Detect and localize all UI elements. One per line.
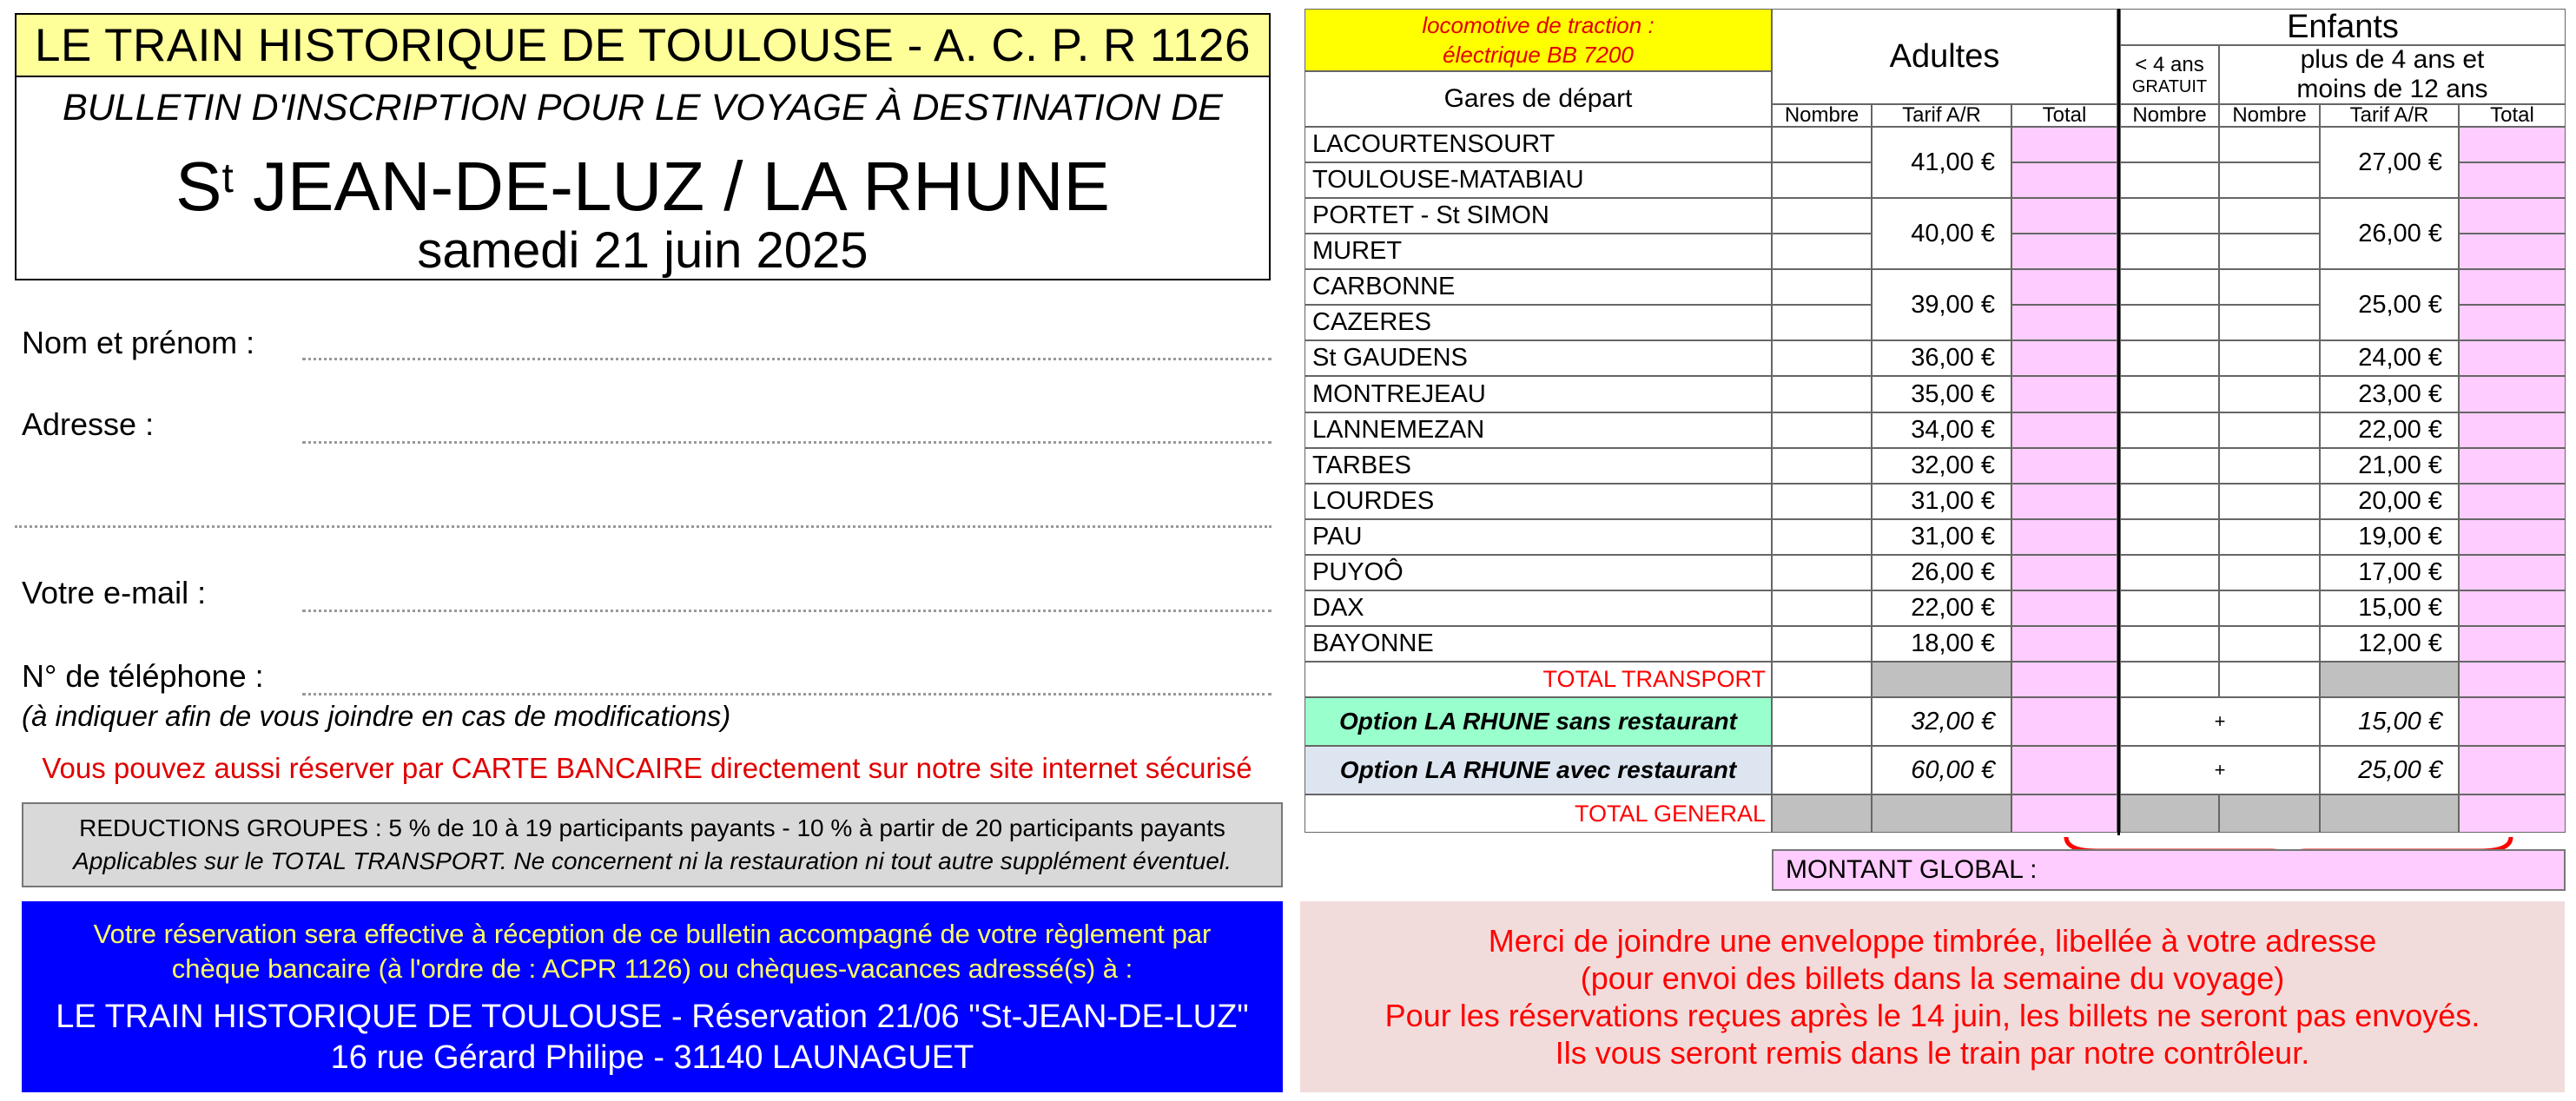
child-price: 25,00 € bbox=[2320, 269, 2459, 340]
total-general-child-nombre bbox=[2219, 794, 2320, 833]
total-general-adult-nombre bbox=[1772, 794, 1872, 833]
credit-card-note: Vous pouvez aussi réserver par CARTE BANCAIRE directement sur notre site internet sécurisé bbox=[42, 752, 1252, 784]
adultes-header: Adultes bbox=[1772, 9, 2117, 104]
address-field-line1[interactable] bbox=[302, 441, 1271, 444]
adult-nombre-input[interactable] bbox=[1772, 555, 1872, 590]
under4-line1: < 4 ans bbox=[2135, 52, 2204, 76]
reservation-address-line1: LE TRAIN HISTORIQUE DE TOULOUSE - Réservation 21/06 "St-JEAN-DE-LUZ" bbox=[56, 998, 1249, 1035]
child-price: 26,00 € bbox=[2320, 198, 2459, 269]
adult-nombre-input[interactable] bbox=[1772, 269, 1872, 305]
adult-tarif-header: Tarif A/R bbox=[1872, 104, 2011, 127]
child-nombre-input[interactable] bbox=[2219, 555, 2320, 590]
adult-total-cell[interactable] bbox=[2011, 162, 2117, 198]
option2-child-nombre[interactable]: + bbox=[2120, 746, 2320, 794]
option2-adult-nombre[interactable] bbox=[1772, 746, 1872, 794]
adult-total-cell[interactable] bbox=[2011, 484, 2117, 519]
over4-line1: plus de 4 ans et bbox=[2300, 45, 2485, 74]
child-tarif-header: Tarif A/R bbox=[2320, 104, 2459, 127]
adult-price: 35,00 € bbox=[1872, 376, 2011, 412]
child-total-cell[interactable] bbox=[2459, 340, 2566, 376]
adult-price: 32,00 € bbox=[1872, 448, 2011, 484]
title-box bbox=[15, 13, 1271, 280]
child-total-cell[interactable] bbox=[2459, 590, 2566, 626]
enfants-header: Enfants bbox=[2120, 9, 2566, 45]
option1-label: Option LA RHUNE sans restaurant bbox=[1305, 697, 1772, 746]
child-total-cell[interactable] bbox=[2459, 376, 2566, 412]
child-total-cell[interactable] bbox=[2459, 269, 2566, 305]
adult-price: 31,00 € bbox=[1872, 484, 2011, 519]
adult-total-cell[interactable] bbox=[2011, 519, 2117, 555]
adult-nombre-input[interactable] bbox=[1772, 162, 1872, 198]
adult-nombre-input[interactable] bbox=[1772, 484, 1872, 519]
adult-price: 18,00 € bbox=[1872, 626, 2011, 662]
name-field[interactable] bbox=[302, 358, 1271, 360]
option2-child-price: 25,00 € bbox=[2320, 746, 2459, 794]
loco-line2: électrique BB 7200 bbox=[1443, 42, 1634, 68]
child-total-cell[interactable] bbox=[2459, 555, 2566, 590]
child-total-cell[interactable] bbox=[2459, 626, 2566, 662]
gares-header: Gares de départ bbox=[1305, 71, 1772, 127]
child-nombre-input[interactable] bbox=[2219, 448, 2320, 484]
option1-child-price: 15,00 € bbox=[2320, 697, 2459, 746]
under4-nombre-input[interactable] bbox=[2120, 234, 2219, 269]
total-transport-child-tarif bbox=[2320, 662, 2459, 697]
station-name: St GAUDENS bbox=[1305, 340, 1772, 376]
station-name: CARBONNE bbox=[1305, 269, 1772, 305]
destination-rest: JEAN-DE-LUZ / LA RHUNE bbox=[233, 148, 1110, 225]
child-nombre-input[interactable] bbox=[2219, 590, 2320, 626]
child-nombre-input[interactable] bbox=[2219, 234, 2320, 269]
under4-nombre-input[interactable] bbox=[2120, 484, 2219, 519]
envelope-line2: (pour envoi des billets dans la semaine du voyage) bbox=[1580, 960, 2285, 996]
destination-sup: t bbox=[221, 155, 234, 201]
option2-adult-price: 60,00 € bbox=[1872, 746, 2011, 794]
under4-nombre-input[interactable] bbox=[2120, 448, 2219, 484]
under4-nombre-input[interactable] bbox=[2120, 127, 2219, 162]
station-name: PORTET - St SIMON bbox=[1305, 198, 1772, 234]
adult-total-cell[interactable] bbox=[2011, 127, 2117, 162]
option1-child-nombre[interactable]: + bbox=[2120, 697, 2320, 746]
total-general-adult-tarif bbox=[1872, 794, 2011, 833]
option2-adult-total[interactable] bbox=[2011, 746, 2117, 794]
total-transport-under4-nombre[interactable] bbox=[2120, 662, 2219, 697]
child-total-cell[interactable] bbox=[2459, 127, 2566, 162]
total-transport-adult-tarif bbox=[1872, 662, 2011, 697]
child-price: 21,00 € bbox=[2320, 448, 2459, 484]
total-transport-child-total[interactable] bbox=[2459, 662, 2566, 697]
child-total-cell[interactable] bbox=[2459, 162, 2566, 198]
adult-total-cell[interactable] bbox=[2011, 555, 2117, 590]
adult-price: 40,00 € bbox=[1872, 198, 2011, 269]
adult-price: 39,00 € bbox=[1872, 269, 2011, 340]
total-transport-label: TOTAL TRANSPORT bbox=[1305, 662, 1772, 697]
adult-nombre-input[interactable] bbox=[1772, 626, 1872, 662]
phone-field[interactable] bbox=[302, 693, 1271, 696]
destination-title bbox=[17, 143, 1269, 230]
station-name: LANNEMEZAN bbox=[1305, 412, 1772, 448]
option2-label: Option LA RHUNE avec restaurant bbox=[1305, 746, 1772, 794]
child-price: 27,00 € bbox=[2320, 127, 2459, 198]
under4-line2: GRATUIT bbox=[2131, 76, 2208, 96]
adult-total-cell[interactable] bbox=[2011, 448, 2117, 484]
org-title: LE TRAIN HISTORIQUE DE TOULOUSE - A. C. P. R 1126 bbox=[17, 15, 1269, 77]
adult-price: 34,00 € bbox=[1872, 412, 2011, 448]
adult-total-cell[interactable] bbox=[2011, 305, 2117, 340]
station-name: TARBES bbox=[1305, 448, 1772, 484]
adult-nombre-input[interactable] bbox=[1772, 412, 1872, 448]
adult-price: 26,00 € bbox=[1872, 555, 2011, 590]
reservation-line2: chèque bancaire (à l'ordre de : ACPR 1126) ou chèques-vacances adressé(s) à : bbox=[171, 953, 1133, 984]
adult-nombre-input[interactable] bbox=[1772, 234, 1872, 269]
station-name: MONTREJEAU bbox=[1305, 376, 1772, 412]
envelope-line1: Merci de joindre une enveloppe timbrée, libellée à votre adresse bbox=[1488, 923, 2377, 959]
reductions-line2: Applicables sur le TOTAL TRANSPORT. Ne concernent ni la restauration ni tout autre supplément éventuel. bbox=[73, 847, 1232, 874]
under4-nombre-input[interactable] bbox=[2120, 626, 2219, 662]
child-price: 12,00 € bbox=[2320, 626, 2459, 662]
total-general-adult-total[interactable] bbox=[2011, 794, 2117, 833]
envelope-line3: Pour les réservations reçues après le 14 juin, les billets ne seront pas envoyés. bbox=[1384, 998, 2480, 1033]
child-total-cell[interactable] bbox=[2459, 519, 2566, 555]
under4-nombre-input[interactable] bbox=[2120, 519, 2219, 555]
child-nombre-input[interactable] bbox=[2219, 412, 2320, 448]
under4-nombre-input[interactable] bbox=[2120, 376, 2219, 412]
under4-header bbox=[2120, 45, 2219, 104]
montant-global[interactable]: MONTANT GLOBAL : bbox=[1772, 849, 2566, 891]
address-field-line2[interactable] bbox=[15, 525, 1271, 528]
station-name: BAYONNE bbox=[1305, 626, 1772, 662]
station-name: PAU bbox=[1305, 519, 1772, 555]
child-nombre-input[interactable] bbox=[2219, 626, 2320, 662]
under4-nombre-input[interactable] bbox=[2120, 590, 2219, 626]
child-total-cell[interactable] bbox=[2459, 198, 2566, 234]
under4-nombre-input[interactable] bbox=[2120, 269, 2219, 305]
child-nombre-input[interactable] bbox=[2219, 340, 2320, 376]
bulletin-subtitle: BULLETIN D'INSCRIPTION POUR LE VOYAGE À DESTINATION DE bbox=[63, 86, 1223, 129]
adult-total-cell[interactable] bbox=[2011, 626, 2117, 662]
child-nombre-input[interactable] bbox=[2219, 162, 2320, 198]
over4-header bbox=[2219, 45, 2566, 104]
adult-total-header: Total bbox=[2011, 104, 2117, 127]
adult-nombre-input[interactable] bbox=[1772, 127, 1872, 162]
adult-nombre-input[interactable] bbox=[1772, 305, 1872, 340]
child-price: 19,00 € bbox=[2320, 519, 2459, 555]
adult-nombre-input[interactable] bbox=[1772, 376, 1872, 412]
adult-total-cell[interactable] bbox=[2011, 198, 2117, 234]
station-name: MURET bbox=[1305, 234, 1772, 269]
under4-nombre-input[interactable] bbox=[2120, 555, 2219, 590]
child-total-cell[interactable] bbox=[2459, 412, 2566, 448]
under4-nombre-input[interactable] bbox=[2120, 305, 2219, 340]
adult-nombre-input[interactable] bbox=[1772, 448, 1872, 484]
child-nombre-header: Nombre bbox=[2219, 104, 2320, 127]
child-price: 20,00 € bbox=[2320, 484, 2459, 519]
adult-nombre-input[interactable] bbox=[1772, 590, 1872, 626]
child-nombre-input[interactable] bbox=[2219, 305, 2320, 340]
total-general-label: TOTAL GENERAL bbox=[1305, 794, 1772, 833]
child-price: 24,00 € bbox=[2320, 340, 2459, 376]
option1-adult-total[interactable] bbox=[2011, 697, 2117, 746]
child-nombre-input[interactable] bbox=[2219, 376, 2320, 412]
adult-total-cell[interactable] bbox=[2011, 269, 2117, 305]
under4-nombre-input[interactable] bbox=[2120, 198, 2219, 234]
child-price: 15,00 € bbox=[2320, 590, 2459, 626]
station-name: LACOURTENSOURT bbox=[1305, 127, 1772, 162]
child-nombre-input[interactable] bbox=[2219, 198, 2320, 234]
station-name: DAX bbox=[1305, 590, 1772, 626]
email-label: Votre e-mail : bbox=[22, 575, 207, 610]
address-label: Adresse : bbox=[22, 406, 155, 442]
reservation-line1: Votre réservation sera effective à réception de ce bulletin accompagné de votre règlement par bbox=[93, 919, 1212, 949]
station-name: TOULOUSE-MATABIAU bbox=[1305, 162, 1772, 198]
station-name: LOURDES bbox=[1305, 484, 1772, 519]
under4-nombre-input[interactable] bbox=[2120, 340, 2219, 376]
child-nombre-input[interactable] bbox=[2219, 519, 2320, 555]
station-name: CAZERES bbox=[1305, 305, 1772, 340]
total-general-child-total[interactable] bbox=[2459, 794, 2566, 833]
adult-nombre-input[interactable] bbox=[1772, 340, 1872, 376]
total-transport-child-nombre[interactable] bbox=[2219, 662, 2320, 697]
adult-nombre-input[interactable] bbox=[1772, 519, 1872, 555]
total-transport-adult-total[interactable] bbox=[2011, 662, 2117, 697]
reductions-line1: REDUCTIONS GROUPES : 5 % de 10 à 19 participants payants - 10 % à partir de 20 participants payants bbox=[79, 814, 1225, 841]
name-label: Nom et prénom : bbox=[22, 325, 255, 360]
envelope-note-box bbox=[1300, 901, 2565, 1092]
under4-nombre-input[interactable] bbox=[2120, 162, 2219, 198]
column-divider bbox=[2117, 9, 2120, 835]
over4-line2: moins de 12 ans bbox=[2296, 75, 2488, 103]
adult-total-cell[interactable] bbox=[2011, 234, 2117, 269]
reservation-box bbox=[22, 901, 1283, 1092]
child-price: 17,00 € bbox=[2320, 555, 2459, 590]
group-reductions-box bbox=[22, 802, 1283, 887]
option1-adult-price: 32,00 € bbox=[1872, 697, 2011, 746]
child-total-header: Total bbox=[2459, 104, 2566, 127]
adult-price: 22,00 € bbox=[1872, 590, 2011, 626]
child-nombre-input[interactable] bbox=[2219, 269, 2320, 305]
locomotive-note bbox=[1305, 9, 1772, 71]
station-name: PUYOÔ bbox=[1305, 555, 1772, 590]
envelope-line4: Ils vous seront remis dans le train par notre contrôleur. bbox=[1555, 1035, 2310, 1071]
total-general-child-tarif bbox=[2320, 794, 2459, 833]
adult-price: 31,00 € bbox=[1872, 519, 2011, 555]
under4-nombre-header: Nombre bbox=[2120, 104, 2219, 127]
adult-nombre-input[interactable] bbox=[1772, 198, 1872, 234]
child-total-cell[interactable] bbox=[2459, 448, 2566, 484]
email-field[interactable] bbox=[302, 610, 1271, 612]
destination-prefix: S bbox=[175, 148, 222, 225]
adult-total-cell[interactable] bbox=[2011, 376, 2117, 412]
child-nombre-input[interactable] bbox=[2219, 127, 2320, 162]
option2-child-total[interactable] bbox=[2459, 746, 2566, 794]
adult-total-cell[interactable] bbox=[2011, 340, 2117, 376]
child-nombre-input[interactable] bbox=[2219, 484, 2320, 519]
child-total-cell[interactable] bbox=[2459, 484, 2566, 519]
adult-total-cell[interactable] bbox=[2011, 412, 2117, 448]
child-total-cell[interactable] bbox=[2459, 305, 2566, 340]
trip-date: samedi 21 juin 2025 bbox=[417, 221, 869, 279]
total-general-under4 bbox=[2120, 794, 2219, 833]
loco-line1: locomotive de traction : bbox=[1422, 12, 1655, 38]
adult-price: 41,00 € bbox=[1872, 127, 2011, 198]
option1-adult-nombre[interactable] bbox=[1772, 697, 1872, 746]
option1-child-total[interactable] bbox=[2459, 697, 2566, 746]
child-price: 23,00 € bbox=[2320, 376, 2459, 412]
reservation-address-line2: 16 rue Gérard Philipe - 31140 LAUNAGUET bbox=[330, 1038, 974, 1076]
child-total-cell[interactable] bbox=[2459, 234, 2566, 269]
phone-label: N° de téléphone : bbox=[22, 658, 264, 694]
child-price: 22,00 € bbox=[2320, 412, 2459, 448]
under4-nombre-input[interactable] bbox=[2120, 412, 2219, 448]
phone-note: (à indiquer afin de vous joindre en cas de modifications) bbox=[22, 700, 731, 732]
adult-price: 36,00 € bbox=[1872, 340, 2011, 376]
total-transport-adult-nombre[interactable] bbox=[1772, 662, 1872, 697]
adult-total-cell[interactable] bbox=[2011, 590, 2117, 626]
adult-nombre-header: Nombre bbox=[1772, 104, 1872, 127]
